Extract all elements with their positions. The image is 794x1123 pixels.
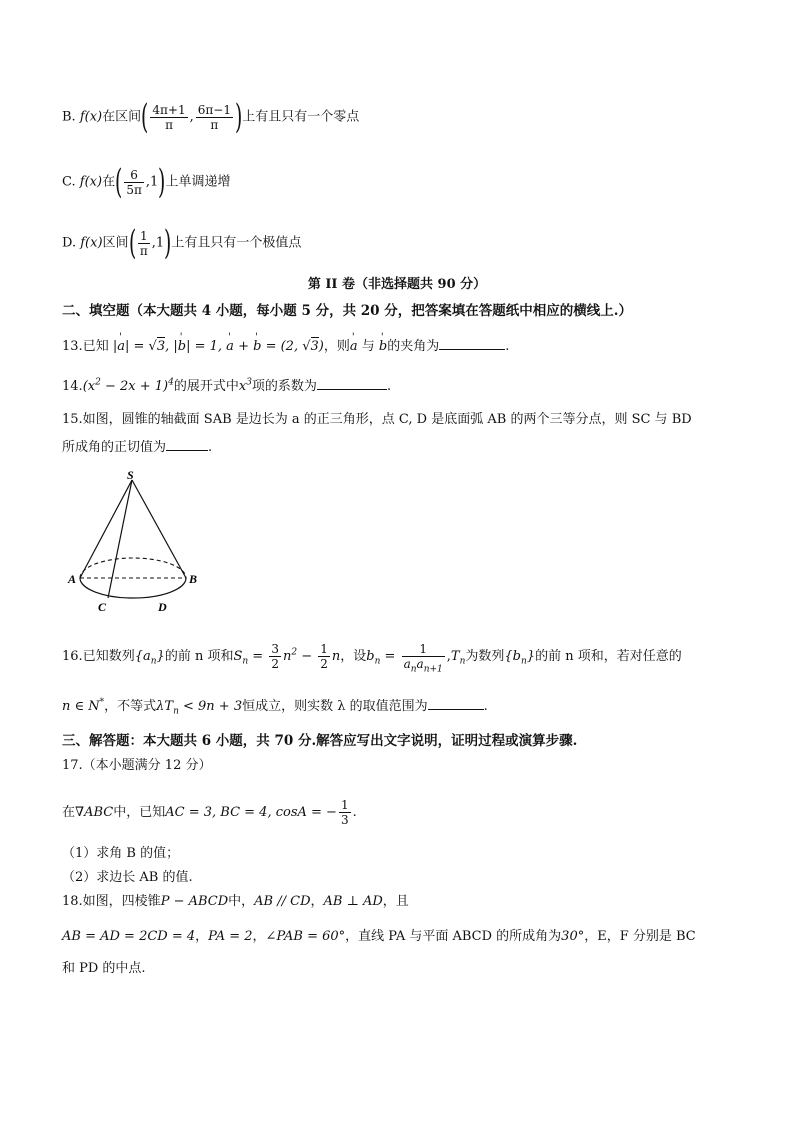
q16-answer-blank[interactable] xyxy=(428,697,484,710)
cone-label-c: C xyxy=(98,600,107,614)
question-18-line2: AB = AD = 2CD = 4，PA = 2，∠PAB = 60°，直线 PA 与平面 ABCD 的所成角为30°，E，F 分别是 BC xyxy=(62,929,696,944)
cone-label-a: A xyxy=(68,572,77,586)
question-18-line3: 和 PD 的中点. xyxy=(62,961,146,976)
option-d-frac: $\frac{1}{\pi}$ xyxy=(139,228,148,258)
section-ii-title: 第 II 卷（非选择题共 90 分） xyxy=(307,277,487,292)
question-18-line1: 18.如图，四棱锥P − ABCD中，AB // CD，AB ⊥ AD，且 xyxy=(62,894,409,909)
option-d: D. f(x)区间( $\frac{1}{\pi}$ ,1)上有且只有一个极值点 xyxy=(62,223,302,263)
question-17-part2: （2）求边长 AB 的值. xyxy=(62,870,193,885)
option-c-post: 上单调递增 xyxy=(165,174,231,190)
question-16-line2: n ∈ N*，不等式$\lambda T_n < 9n + 3$恒成立，则实数 λ 的取值范围为 . xyxy=(62,697,488,717)
option-b-pre: 在区间 xyxy=(102,109,142,125)
cone-label-d: D xyxy=(158,600,167,614)
cone-figure xyxy=(62,468,202,616)
option-b-frac1: $\frac{4\pi+1}{\pi}$ xyxy=(152,102,186,132)
question-15-line2: 所成角的正切值为 . xyxy=(62,440,213,455)
option-c: C. f(x)在( $\frac{6}{5\pi}$ ,1)上单调递增 xyxy=(62,162,231,202)
option-d-post: 上有且只有一个极值点 xyxy=(171,235,302,251)
question-16-line1: 16.已知数列$\{a_n\}$的前 n 项和$S_n$ = $\frac{3}{2}$ $n^2$ − $\frac{1}{2}$ n，设$b_n$ = $\frac{1}{a_na_{n+1}}$ $,T_n$为数列$\{b_n\}$的前 n 项和，若对任意的 xyxy=(62,642,682,675)
question-13: 13.已知 |' a| = √3, |' b| = 1, ' a + ' b = (2, √3)，则' a 与 ' b的夹角为 . xyxy=(62,337,509,356)
option-c-label: C. xyxy=(62,174,76,190)
option-d-fx: f(x) xyxy=(80,235,103,251)
option-c-pre: 在 xyxy=(102,174,116,190)
option-b-fx: f(x) xyxy=(79,109,103,125)
question-17-title: 17.（本小题满分 12 分） xyxy=(62,758,212,773)
option-c-frac: $\frac{6}{5\pi}$ xyxy=(126,167,142,197)
option-c-fx: f(x) xyxy=(79,174,103,190)
option-b-frac2: $\frac{6\pi-1}{\pi}$ xyxy=(197,102,231,132)
option-b: B. f(x)在区间( $\frac{4\pi+1}{\pi}$ , $\frac{6\pi-1}{\pi}$ )上有且只有一个零点 xyxy=(62,97,360,137)
question-17-given: 在∇ABC中，已知AC = 3, BC = 4, cosA = − $\frac{1}{3}$ . xyxy=(62,798,357,827)
question-17-part1: （1）求角 B 的值； xyxy=(62,846,180,861)
cone-label-s: S xyxy=(127,468,134,482)
q14-answer-blank[interactable] xyxy=(317,377,387,390)
cone-label-b: B xyxy=(189,572,198,586)
q15-answer-blank[interactable] xyxy=(166,438,208,451)
option-b-label: B. xyxy=(62,109,76,125)
solve-header: 三、解答题：本大题共 6 小题，共 70 分.解答应写出文字说明，证明过程或演算步骤. xyxy=(62,733,578,749)
option-b-post: 上有且只有一个零点 xyxy=(242,109,360,125)
option-d-label: D. xyxy=(62,235,77,251)
option-d-pre: 区间 xyxy=(102,235,129,251)
question-14: $14.(x^2 - 2x + 1)^4$的展开式中$x^3$项的系数为 . xyxy=(62,377,392,394)
question-15-line1: 15.如图，圆锥的轴截面 SAB 是边长为 a 的正三角形，点 C, D 是底面弧 AB 的两个三等分点，则 SC 与 BD xyxy=(62,412,692,427)
fill-in-header: 二、填空题（本大题共 4 小题，每小题 5 分，共 20 分，把答案填在答题纸中相应的横线上.） xyxy=(62,303,632,319)
q13-answer-blank[interactable] xyxy=(439,337,505,350)
